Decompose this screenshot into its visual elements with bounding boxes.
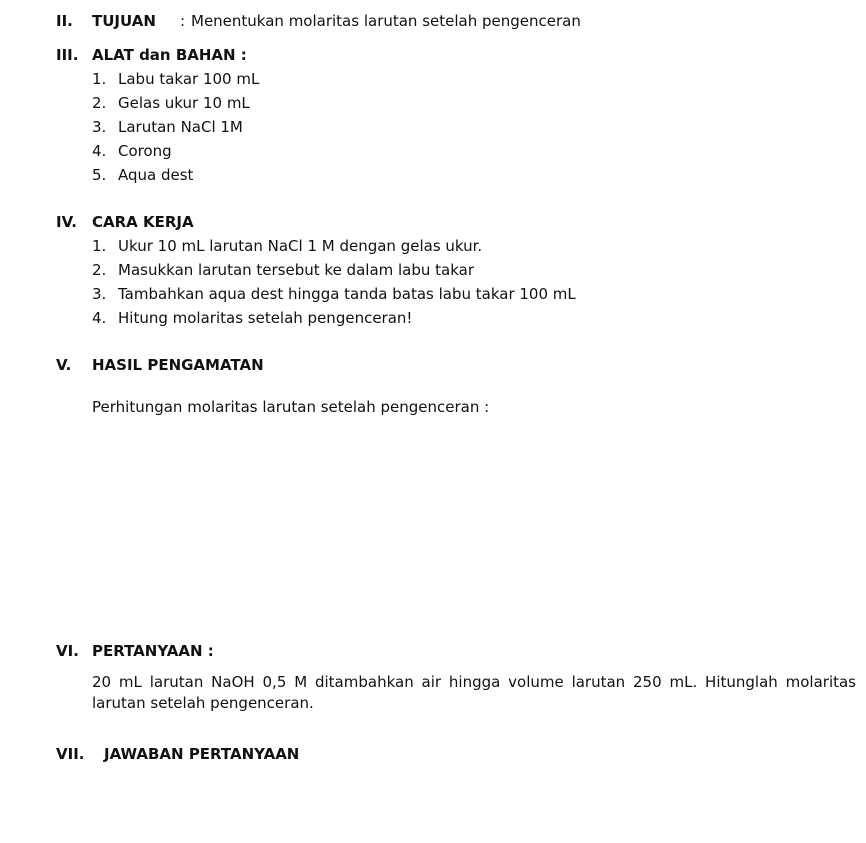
list-number: 2. (92, 261, 107, 279)
cara-item (92, 309, 412, 327)
list-number: 4. (92, 142, 107, 160)
section-vii-numeral: VII. (56, 745, 85, 763)
list-text: Aqua dest (118, 166, 194, 184)
section-ii-separator: : (180, 12, 186, 30)
section-vi-numeral: VI. (56, 642, 79, 660)
list-number: 3. (92, 118, 107, 136)
section-ii-title: TUJUAN (92, 12, 156, 30)
list-text: Hitung molaritas setelah pengenceran! (118, 309, 413, 327)
list-number: 1. (92, 237, 107, 255)
cara-item (92, 285, 576, 303)
section-iii-title: ALAT dan BAHAN : (92, 46, 247, 64)
list-text: Masukkan larutan tersebut ke dalam labu takar (118, 261, 475, 279)
list-text: Larutan NaCl 1M (118, 118, 243, 136)
alat-item (92, 142, 172, 160)
list-text: Ukur 10 mL larutan NaCl 1 M dengan gelas ukur. (118, 237, 483, 255)
list-text: Tambahkan aqua dest hingga tanda batas labu takar 100 mL (118, 285, 576, 303)
list-number: 5. (92, 166, 107, 184)
section-vii-title: JAWABAN PERTANYAAN (104, 745, 300, 763)
list-text: Labu takar 100 mL (118, 70, 260, 88)
section-iv-numeral: IV. (56, 213, 77, 231)
section-ii-text: Menentukan molaritas larutan setelah pengenceran (191, 12, 581, 30)
cara-item (92, 261, 474, 279)
section-v-title: HASIL PENGAMATAN (92, 356, 264, 374)
section-v-numeral: V. (56, 356, 72, 374)
alat-item (92, 70, 259, 88)
list-text: Gelas ukur 10 mL (118, 94, 250, 112)
list-number: 1. (92, 70, 107, 88)
section-iv-title: CARA KERJA (92, 213, 194, 231)
alat-item (92, 166, 193, 184)
cara-item (92, 237, 482, 255)
question-paragraph: 20 mL larutan NaOH 0,5 M ditambahkan air hingga volume larutan 250 mL. Hitunglah molaritas larutan setelah pengenceran. (92, 673, 856, 712)
section-v-text: Perhitungan molaritas larutan setelah pengenceran : (92, 398, 490, 416)
list-number: 2. (92, 94, 107, 112)
section-vi-title: PERTANYAAN : (92, 642, 214, 660)
list-number: 4. (92, 309, 107, 327)
section-iii-numeral: III. (56, 46, 79, 64)
alat-item (92, 94, 250, 112)
alat-item (92, 118, 243, 136)
section-ii-numeral: II. (56, 12, 73, 30)
list-text: Corong (118, 142, 172, 160)
list-number: 3. (92, 285, 107, 303)
